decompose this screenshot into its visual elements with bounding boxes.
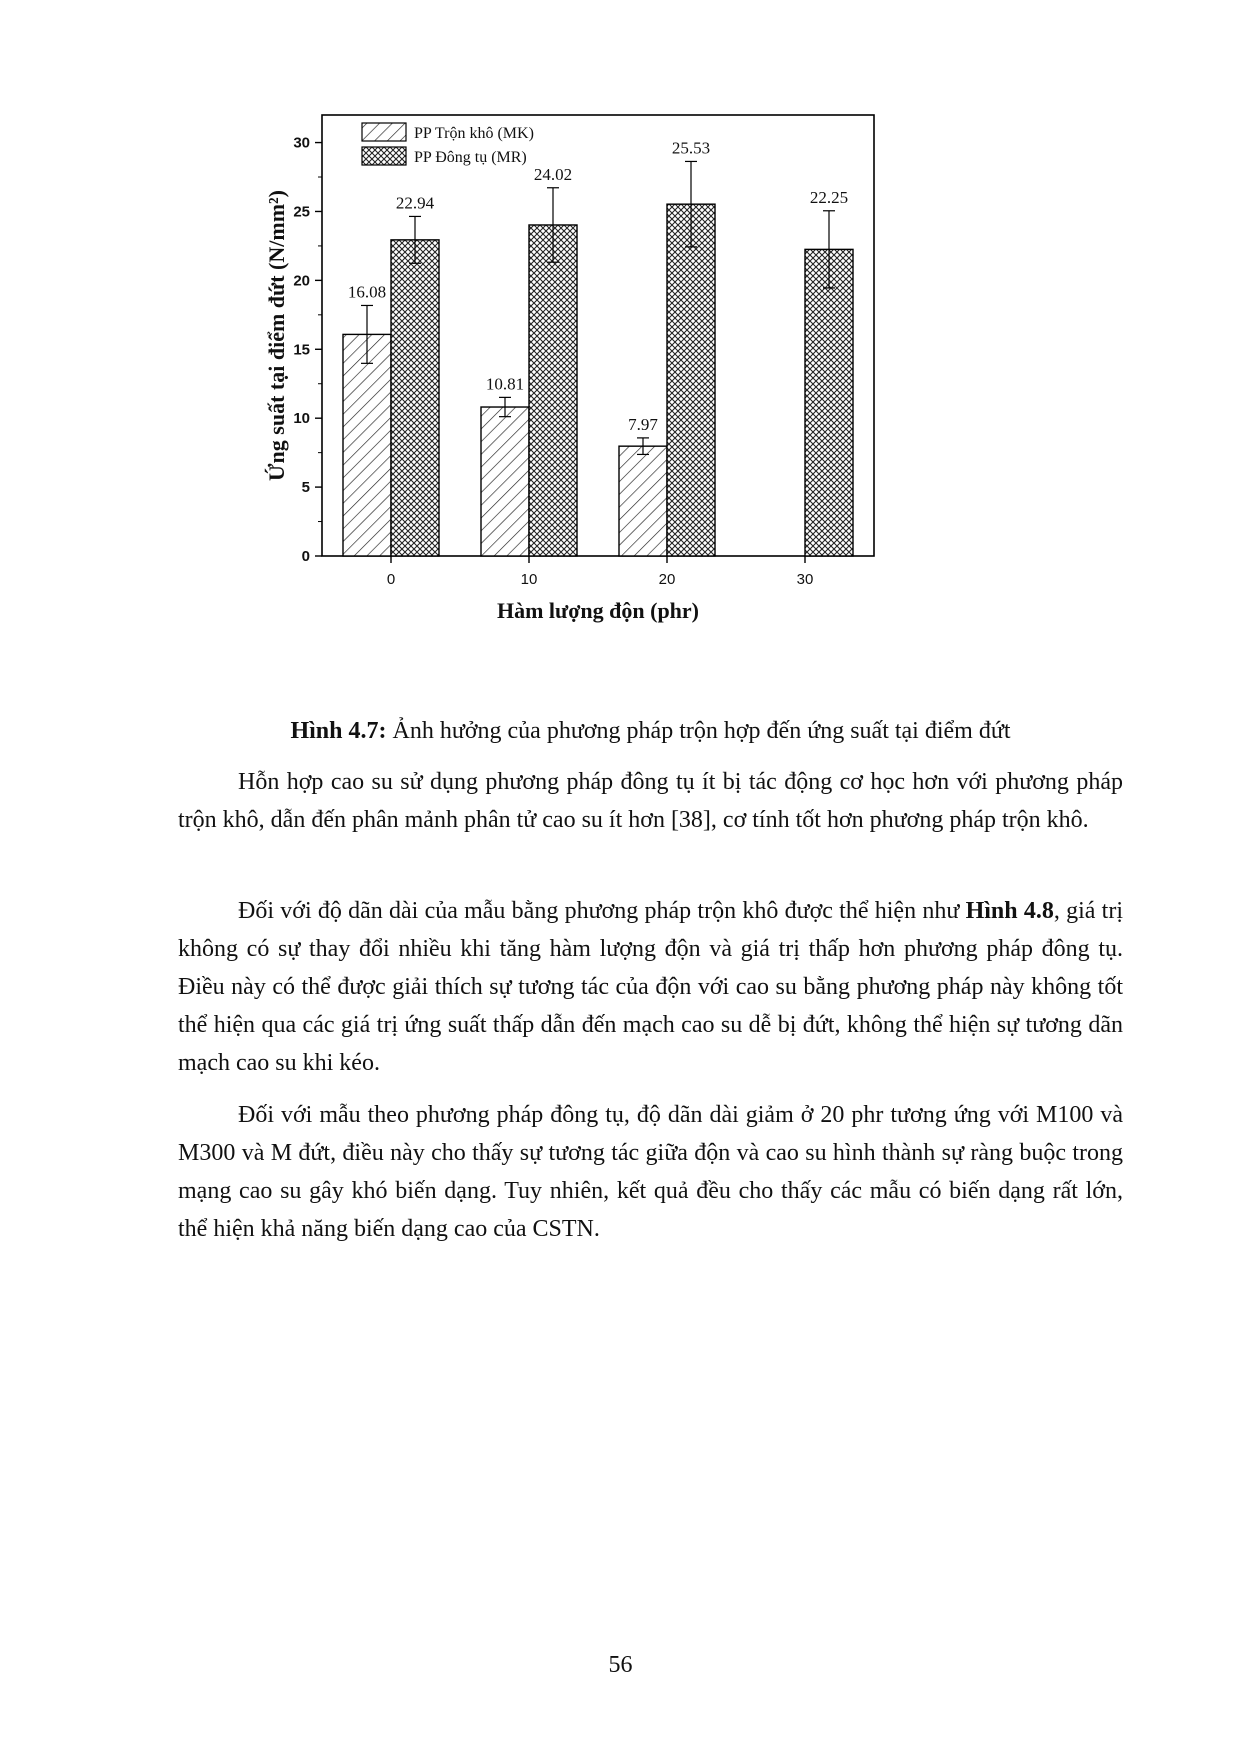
figure-caption-label: Hình 4.7: [290, 718, 387, 744]
y-tick-label: 15 [293, 341, 310, 359]
bar [667, 204, 715, 556]
page-number: 56 [608, 1652, 633, 1678]
y-tick-label: 0 [301, 548, 310, 565]
paragraph-2-text-b: , giá trị không có sự thay đổi nhiều khi tăng hàm lượng độn và giá trị thấp hơn phương pháp đông tụ. Điều này có thể được giải thích sự tương tác của độn với cao su bằng phương pháp này không tốt thể hiện qua các giá trị ứng suất thấp dẫn đến mạch cao su dễ bị đứt, không thể hiện sự tương dãn mạch cao su khi kéo. [178, 898, 1124, 1076]
data-label: 24.02 [533, 164, 573, 184]
bar [343, 334, 391, 556]
legend-swatch [362, 147, 406, 165]
y-tick-label: 30 [293, 134, 310, 152]
bar [481, 407, 529, 556]
data-label: 22.25 [809, 187, 849, 207]
figure-caption-text: Ảnh hưởng của phương pháp trộn hợp đến ứng suất tại điểm đứt [386, 718, 1011, 744]
y-tick-label: 20 [293, 272, 310, 290]
bar-chart [264, 105, 990, 725]
y-tick-label: 10 [293, 410, 310, 428]
paragraph-2 [178, 892, 1123, 1082]
figure-reference: Hình 4.8 [965, 898, 1054, 924]
figure-chart [264, 105, 990, 725]
data-label: 7.97 [628, 414, 658, 434]
legend-swatch [362, 123, 406, 141]
bar [619, 446, 667, 556]
y-axis-title: Ứng suất tại điểm đứt (N/mm²) [264, 190, 289, 481]
x-tick-label: 0 [386, 571, 396, 588]
figure-caption [178, 718, 1123, 745]
x-tick-label: 10 [520, 571, 538, 588]
data-label: 22.94 [395, 193, 435, 213]
data-label: 25.53 [671, 138, 711, 158]
bar [805, 249, 853, 556]
legend-label: PP Trộn khô (MK) [414, 125, 534, 142]
bar [529, 225, 577, 556]
bar [391, 240, 439, 556]
legend-label: PP Đông tụ (MR) [414, 149, 527, 166]
paragraph-1: Hỗn hợp cao su sử dụng phương pháp đông tụ ít bị tác động cơ học hơn với phương pháp trộn khô, dẫn đến phân mảnh phân tử cao su ít hơn [38], cơ tính tốt hơn phương pháp trộn khô. [178, 769, 1123, 833]
paragraph-3: Đối với mẫu theo phương pháp đông tụ, độ dãn dài giảm ở 20 phr tương ứng với M100 và M300 và M đứt, điều này cho thấy sự tương tác giữa độn và cao su hình thành sự ràng buộc trong mạng cao su gây khó biến dạng. Tuy nhiên, kết quả đều cho thấy các mẫu có biến dạng rất lớn, thể hiện khả năng biến dạng cao của CSTN. [178, 1102, 1123, 1242]
paragraph-2-text-a: Đối với độ dãn dài của mẫu bằng phương pháp trộn khô được thể hiện như [238, 898, 966, 924]
y-tick-label: 25 [293, 203, 310, 221]
y-tick-label: 5 [301, 479, 310, 497]
x-tick-label: 20 [658, 571, 676, 588]
x-tick-label: 30 [796, 571, 814, 588]
data-label: 10.81 [485, 374, 525, 394]
data-label: 16.08 [347, 282, 387, 302]
x-axis-title: Hàm lượng độn (phr) [496, 598, 700, 623]
